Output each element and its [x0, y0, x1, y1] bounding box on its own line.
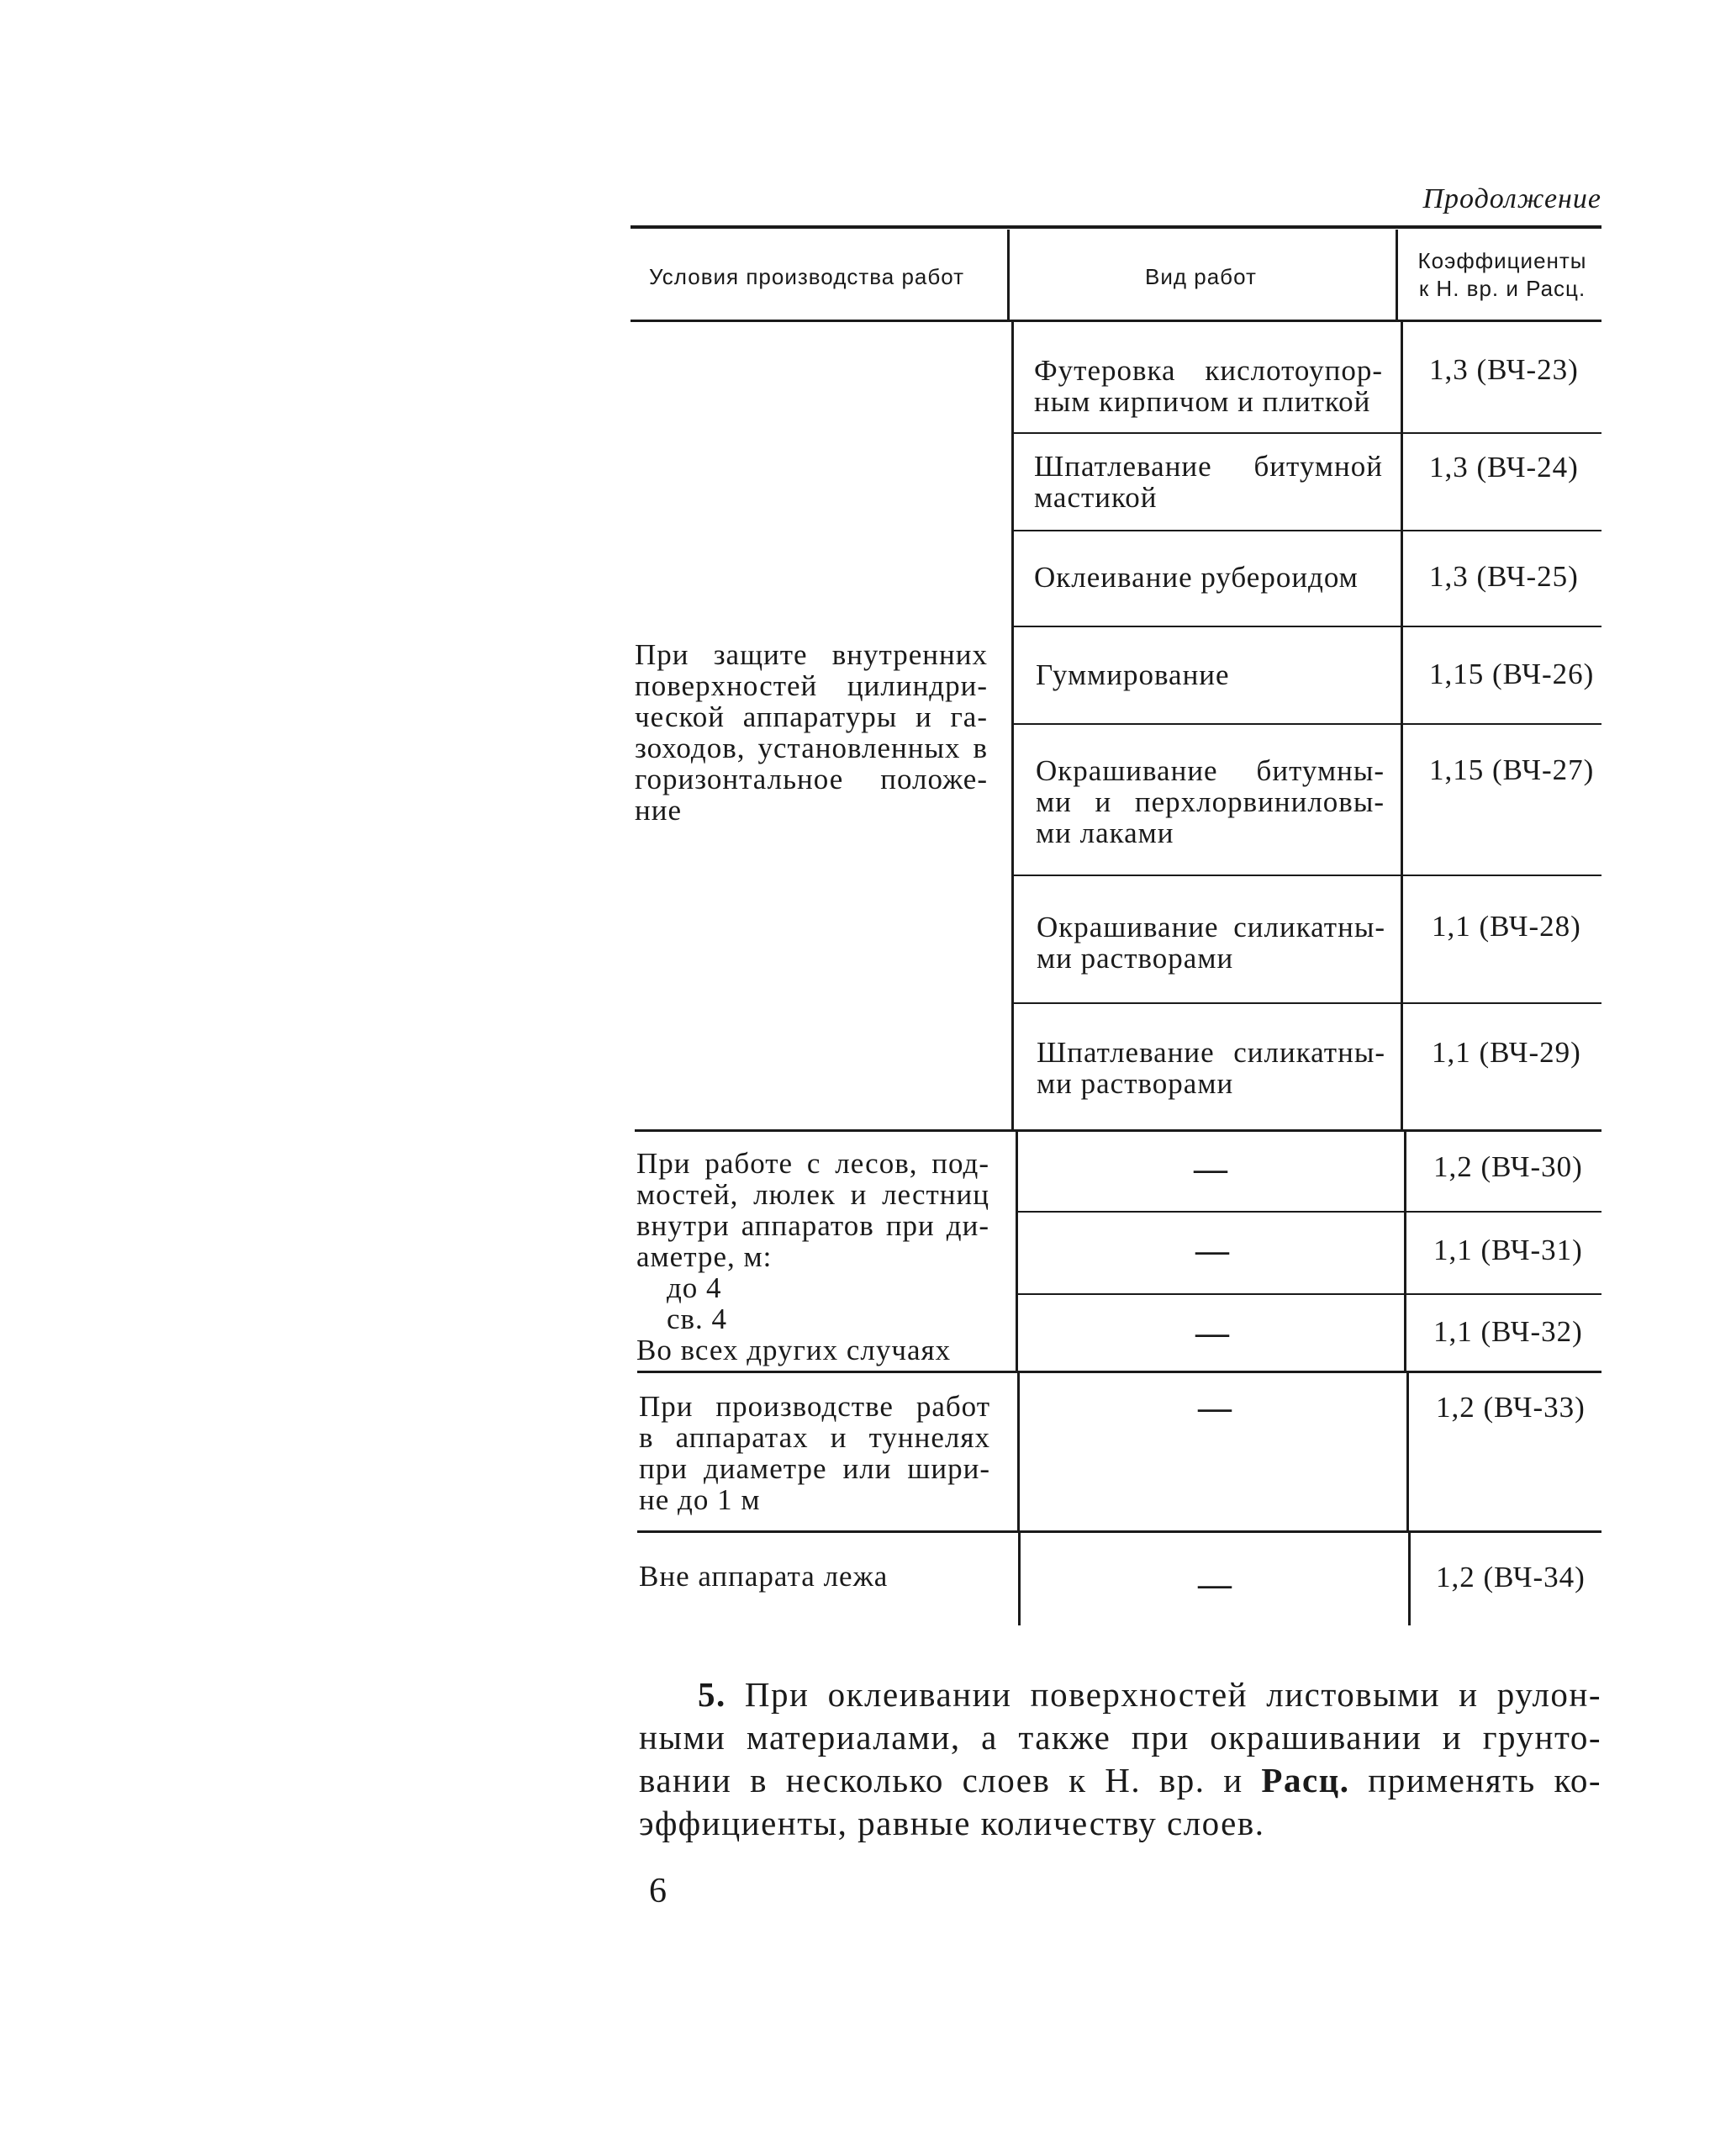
- coefficient-cell: 1,1 (ВЧ-31): [1433, 1234, 1583, 1266]
- coefficient-cell: 1,1 (ВЧ-32): [1433, 1315, 1583, 1348]
- work-type-cell: [1037, 912, 1385, 974]
- group-divider: [637, 1530, 1601, 1533]
- coefficient-cell: 1,2 (ВЧ-33): [1436, 1391, 1586, 1424]
- paragraph-line: [639, 1673, 1601, 1716]
- work-line: ми растворами: [1037, 1067, 1234, 1100]
- work-line: ным кирпичом и плиткой: [1034, 385, 1371, 418]
- row-divider: [1016, 1211, 1601, 1213]
- coefficient-cell: 1,3 (ВЧ-25): [1429, 560, 1579, 593]
- work-type-cell: [1034, 562, 1383, 593]
- row-divider: [1011, 530, 1601, 531]
- row-divider: [1011, 875, 1601, 876]
- work-type-cell: [1034, 451, 1383, 513]
- coefficient-cell: 1,1 (ВЧ-29): [1432, 1036, 1581, 1069]
- condition-line: поверхностей цилиндри-: [635, 669, 988, 702]
- column-rule: [1396, 230, 1398, 320]
- work-line: Окрашивание силикатны-: [1037, 911, 1385, 943]
- work-line: Гуммирование: [1036, 658, 1230, 691]
- condition-line: ческой аппаратуры и га-: [635, 700, 988, 733]
- paragraph-line: [639, 1759, 1601, 1802]
- condition-line: не до 1 м: [639, 1483, 761, 1516]
- work-type-cell: [1034, 355, 1383, 417]
- row-divider: [1016, 1293, 1601, 1295]
- coefficient-cell: 1,15 (ВЧ-26): [1429, 658, 1595, 690]
- condition-line: аметре, м:: [636, 1240, 773, 1273]
- coefficient-cell: 1,3 (ВЧ-24): [1429, 451, 1579, 484]
- paragraph-text: применять ко-: [1349, 1761, 1601, 1799]
- condition-line: мостей, люлек и лестниц: [636, 1178, 989, 1211]
- header-coefficients: [1406, 247, 1599, 303]
- paragraph-number: 5.: [698, 1675, 726, 1714]
- condition-line: до 4: [667, 1271, 722, 1304]
- work-line: Шпатлевание силикатны-: [1037, 1036, 1385, 1069]
- work-line: Оклеивание рубероидом: [1034, 561, 1359, 594]
- paragraph-text: При оклеивании поверхностей листовыми и рулон-: [744, 1675, 1601, 1714]
- column-rule: [1408, 1533, 1411, 1625]
- coefficient-cell: 1,2 (ВЧ-30): [1433, 1150, 1583, 1183]
- header-conditions: Условия производства работ: [649, 264, 965, 289]
- condition-line: внутри аппаратов при ди-: [636, 1209, 989, 1242]
- header-coef-line: Коэффициенты: [1417, 248, 1587, 273]
- condition-line: зоходов, установленных в: [635, 732, 988, 764]
- condition-line: При защите внутренних: [635, 638, 988, 671]
- table-top-rule: [631, 225, 1601, 229]
- condition-line: ние: [635, 794, 682, 827]
- work-type-dash: —: [1198, 1565, 1232, 1603]
- condition-cell: [639, 1561, 992, 1592]
- condition-cell: [635, 639, 988, 826]
- note-paragraph: [639, 1673, 1601, 1845]
- column-rule: [1404, 1132, 1406, 1371]
- condition-line: св. 4: [667, 1303, 728, 1335]
- group-divider: [635, 1129, 1601, 1132]
- paragraph-bold-term: Расц.: [1261, 1761, 1350, 1799]
- work-line: Футеровка кислотоупор-: [1034, 354, 1383, 387]
- condition-line: при диаметре или шири-: [639, 1452, 990, 1485]
- work-type-dash: —: [1195, 1231, 1229, 1269]
- work-type-cell: [1036, 755, 1385, 848]
- page-number: 6: [649, 1872, 667, 1910]
- column-rule: [1011, 322, 1014, 1129]
- column-rule: [1406, 1373, 1409, 1530]
- coefficient-cell: 1,2 (ВЧ-34): [1436, 1561, 1586, 1593]
- column-rule: [1017, 1373, 1020, 1530]
- condition-line: Вне аппарата лежа: [639, 1560, 889, 1593]
- work-line: ми и перхлорвиниловы-: [1036, 785, 1385, 818]
- paragraph-line: эффициенты, равные количеству слоев.: [639, 1804, 1265, 1842]
- condition-line: При производстве работ: [639, 1390, 990, 1423]
- column-rule: [1007, 230, 1010, 320]
- coefficient-cell: 1,1 (ВЧ-28): [1432, 910, 1581, 943]
- header-coef-line: к Н. вр. и Расц.: [1418, 276, 1586, 301]
- work-line: Шпатлевание битумной: [1034, 450, 1383, 483]
- work-type-dash: —: [1194, 1149, 1227, 1187]
- work-type-cell: [1037, 1037, 1385, 1099]
- condition-line: в аппаратах и туннелях: [639, 1421, 990, 1454]
- condition-line: При работе с лесов, под-: [636, 1147, 989, 1180]
- coefficient-cell: 1,15 (ВЧ-27): [1429, 753, 1595, 786]
- condition-cell: [636, 1148, 989, 1366]
- work-line: ми лаками: [1036, 816, 1174, 849]
- work-type-dash: —: [1195, 1313, 1229, 1351]
- paragraph-text: вании в несколько слоев к Н. вр. и: [639, 1761, 1262, 1799]
- column-rule: [1016, 1132, 1018, 1371]
- work-type-cell: [1036, 659, 1385, 690]
- column-rule: [1018, 1533, 1021, 1625]
- work-line: Окрашивание битумны-: [1036, 754, 1385, 787]
- work-type-dash: —: [1198, 1388, 1232, 1426]
- condition-cell: [639, 1391, 990, 1515]
- header-work-type: Вид работ: [1145, 264, 1257, 289]
- row-divider: [1011, 432, 1601, 434]
- condition-line: горизонтальное положе-: [635, 763, 988, 795]
- coefficient-cell: 1,3 (ВЧ-23): [1429, 353, 1579, 386]
- row-divider: [1011, 1002, 1601, 1004]
- group-divider: [637, 1371, 1601, 1373]
- row-divider: [1011, 723, 1601, 725]
- row-divider: [1011, 626, 1601, 627]
- paragraph-line: ными материалами, а также при окрашивании и грунто-: [639, 1718, 1601, 1757]
- work-line: ми растворами: [1037, 942, 1234, 975]
- work-line: мастикой: [1034, 481, 1158, 514]
- header-bottom-rule: [631, 320, 1601, 322]
- column-rule: [1401, 322, 1403, 1129]
- continuation-label: Продолжение: [1422, 183, 1601, 214]
- condition-line: Во всех других случаях: [636, 1334, 952, 1366]
